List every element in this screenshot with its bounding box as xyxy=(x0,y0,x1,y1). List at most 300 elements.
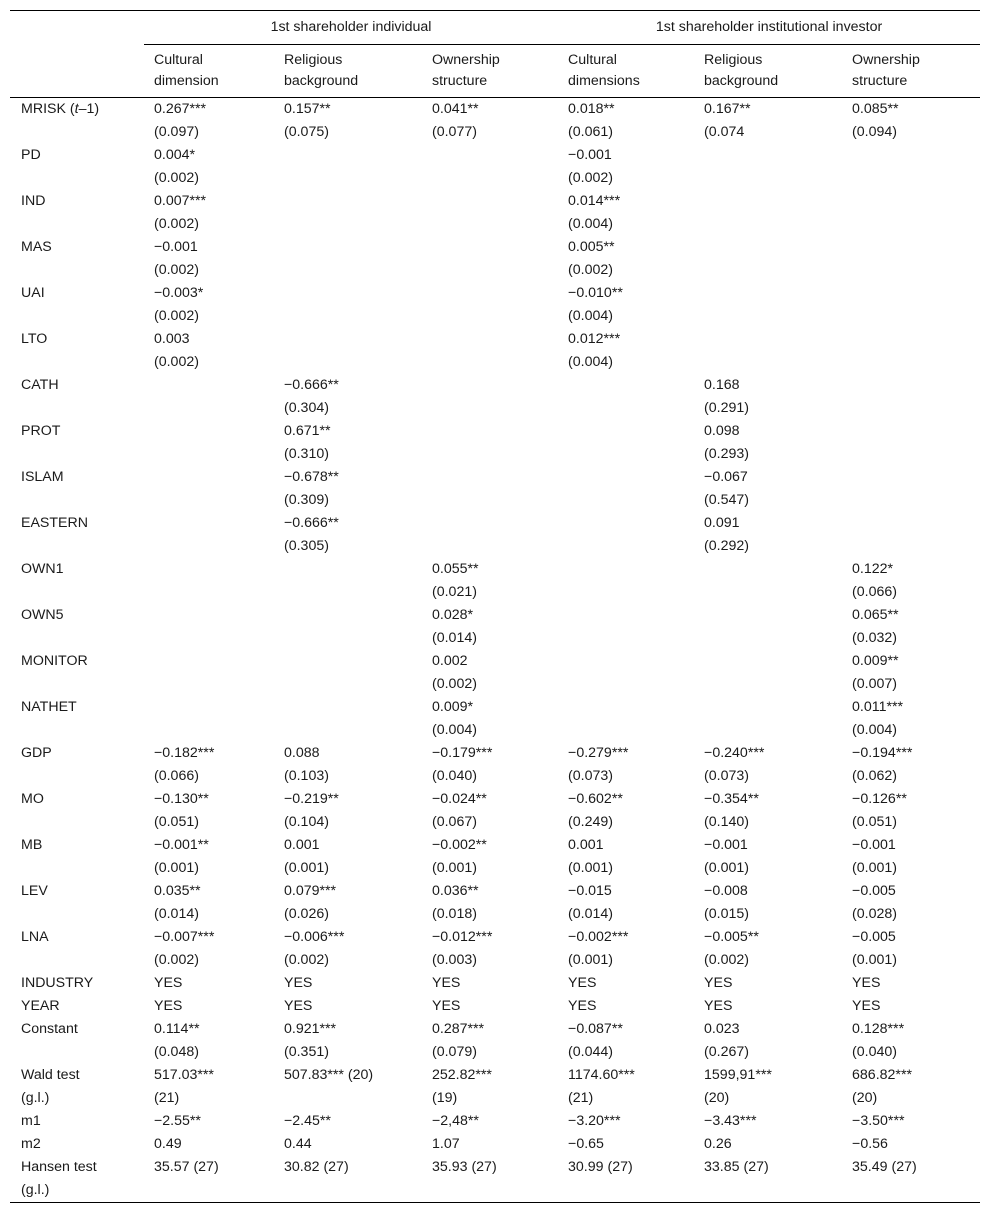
coef-cell: −0.666** xyxy=(284,377,339,393)
se-cell xyxy=(842,535,980,558)
se-cell: (0.002) xyxy=(568,170,613,186)
se-cell xyxy=(422,305,558,328)
group-header-institutional: 1st shareholder institutional investor xyxy=(558,11,980,45)
coef-cell xyxy=(144,558,274,581)
se-row xyxy=(10,351,980,374)
coef-cell xyxy=(558,512,694,535)
hansen-cell: 30.82 (27) xyxy=(274,1156,422,1203)
row-label: YEAR xyxy=(21,998,60,1014)
coef-cell xyxy=(144,650,274,673)
coef-cell: −0.007*** xyxy=(154,929,215,945)
coef-cell: 0.114** xyxy=(154,1021,200,1037)
row-label-blank xyxy=(10,949,144,972)
coef-cell: 0.003 xyxy=(154,331,190,347)
coef-cell: 0.035** xyxy=(154,883,201,899)
stat-cell: 1.07 xyxy=(432,1136,460,1152)
coef-cell xyxy=(842,512,980,535)
group-header-row xyxy=(10,11,980,45)
column-header-line: structure xyxy=(852,73,908,89)
row-label-blank xyxy=(10,489,144,512)
stat-cell: 0.26 xyxy=(704,1136,732,1152)
se-cell: (0.018) xyxy=(432,906,477,922)
coef-cell: −0.130** xyxy=(154,791,209,807)
coef-cell xyxy=(694,236,842,259)
se-cell xyxy=(558,443,694,466)
se-cell xyxy=(694,213,842,236)
wald-cell-line: (20) xyxy=(704,1090,730,1106)
se-cell: (0.291) xyxy=(704,400,749,416)
se-cell xyxy=(422,259,558,282)
se-cell xyxy=(274,673,422,696)
coef-cell xyxy=(842,282,980,305)
se-cell: (0.040) xyxy=(852,1044,897,1060)
se-cell xyxy=(422,351,558,374)
se-cell: (0.103) xyxy=(284,768,329,784)
stat-cell: −2.55** xyxy=(154,1113,201,1129)
coef-row xyxy=(10,328,980,351)
coef-cell: 0.014*** xyxy=(568,193,621,209)
se-cell: (0.002) xyxy=(432,676,477,692)
column-header-line: Ownership xyxy=(432,52,500,68)
se-cell xyxy=(144,673,274,696)
coef-cell: −0.005 xyxy=(852,883,896,899)
coef-cell: −0.087** xyxy=(568,1021,623,1037)
row-label xyxy=(10,1064,144,1110)
wald-row xyxy=(10,1064,980,1110)
wald-cell-line: (21) xyxy=(568,1090,594,1106)
coef-row xyxy=(10,466,980,489)
se-cell: (0.062) xyxy=(852,768,897,784)
se-cell xyxy=(694,305,842,328)
coef-cell xyxy=(558,650,694,673)
se-cell: (0.014) xyxy=(154,906,199,922)
column-header xyxy=(274,45,422,98)
coef-cell xyxy=(842,236,980,259)
row-label-blank xyxy=(10,627,144,650)
se-cell: (0.001) xyxy=(852,860,897,876)
group-header-individual: 1st shareholder individual xyxy=(144,11,558,45)
se-cell: (0.026) xyxy=(284,906,329,922)
se-row xyxy=(10,259,980,282)
coef-cell xyxy=(274,144,422,167)
se-cell xyxy=(558,581,694,604)
column-header-line: Cultural xyxy=(154,52,203,68)
stat-cell: 0.44 xyxy=(284,1136,312,1152)
se-cell: (0.066) xyxy=(154,768,199,784)
se-row xyxy=(10,627,980,650)
coef-cell xyxy=(144,696,274,719)
row-label-blank xyxy=(10,857,144,880)
wald-cell-line: 686.82*** xyxy=(852,1067,912,1083)
se-cell: (0.001) xyxy=(568,860,613,876)
se-cell xyxy=(558,489,694,512)
se-cell: (0.002) xyxy=(154,170,199,186)
wald-cell-line: 1174.60*** xyxy=(568,1067,635,1083)
coef-cell: −0.001 xyxy=(704,837,748,853)
coef-cell: 0.011*** xyxy=(852,699,904,715)
coef-cell xyxy=(422,466,558,489)
row-label-italic: t xyxy=(74,101,79,117)
coef-cell: 0.167** xyxy=(704,101,751,117)
row-label-blank xyxy=(10,213,144,236)
column-header xyxy=(558,45,694,98)
wald-cell-line: 252.82*** xyxy=(432,1067,492,1083)
coef-cell xyxy=(422,282,558,305)
stat-cell: −3.43*** xyxy=(704,1113,757,1129)
coef-cell xyxy=(274,190,422,213)
stat-row xyxy=(10,1133,980,1156)
coef-cell xyxy=(422,374,558,397)
coef-cell: −0.012*** xyxy=(432,929,493,945)
coef-cell xyxy=(144,374,274,397)
column-header-line: structure xyxy=(432,73,488,89)
row-label: NATHET xyxy=(21,699,77,715)
se-cell: (0.002) xyxy=(704,952,749,968)
coef-cell: 0.098 xyxy=(704,423,740,439)
coef-cell: 0.287*** xyxy=(432,1021,485,1037)
coef-cell: −0.010** xyxy=(568,285,623,301)
hansen-cell: 30.99 (27) xyxy=(558,1156,694,1203)
wald-cell xyxy=(274,1064,422,1110)
se-cell: (0.309) xyxy=(284,492,329,508)
se-cell: (0.002) xyxy=(154,952,199,968)
row-label: m1 xyxy=(21,1113,41,1129)
coef-cell: −0.126** xyxy=(852,791,907,807)
coef-row xyxy=(10,742,980,765)
coef-cell: −0.240*** xyxy=(704,745,765,761)
column-header xyxy=(144,45,274,98)
coef-cell: −0.005 xyxy=(852,929,896,945)
se-cell xyxy=(144,627,274,650)
se-cell: (0.075) xyxy=(284,124,329,140)
se-cell: (0.293) xyxy=(704,446,749,462)
stat-row xyxy=(10,1110,980,1133)
se-cell xyxy=(558,627,694,650)
column-header-line: Ownership xyxy=(852,52,920,68)
se-row xyxy=(10,857,980,880)
se-cell: (0.004) xyxy=(568,216,613,232)
hansen-cell: 35.57 (27) xyxy=(144,1156,274,1203)
wald-cell-line xyxy=(284,1087,422,1110)
se-row xyxy=(10,581,980,604)
column-header-line: dimension xyxy=(154,73,219,89)
coef-cell: 0.157** xyxy=(284,101,331,117)
row-label-line: (g.l.) xyxy=(21,1090,50,1106)
se-cell: (0.002) xyxy=(154,216,199,232)
row-label-line: Wald test xyxy=(21,1067,80,1083)
se-cell xyxy=(694,719,842,742)
column-header-line: background xyxy=(704,73,779,89)
coef-cell xyxy=(558,604,694,627)
coef-cell: −0.067 xyxy=(704,469,748,485)
se-cell: (0.001) xyxy=(568,952,613,968)
coef-cell: 0.001 xyxy=(568,837,604,853)
coef-cell xyxy=(842,420,980,443)
coef-cell xyxy=(842,374,980,397)
hansen-cell: 33.85 (27) xyxy=(694,1156,842,1203)
se-cell: (0.547) xyxy=(704,492,749,508)
coef-cell xyxy=(694,696,842,719)
coef-cell xyxy=(558,466,694,489)
se-cell: (0.001) xyxy=(432,860,477,876)
se-cell xyxy=(422,443,558,466)
row-label: LTO xyxy=(21,331,48,347)
coef-cell xyxy=(558,696,694,719)
coef-cell: −0.005** xyxy=(704,929,759,945)
coef-cell: 0.028* xyxy=(432,607,474,623)
coef-cell xyxy=(274,558,422,581)
column-header xyxy=(694,45,842,98)
se-row xyxy=(10,443,980,466)
se-cell xyxy=(144,489,274,512)
se-cell: (0.048) xyxy=(154,1044,199,1060)
se-cell: (0.002) xyxy=(284,952,329,968)
se-cell: (0.021) xyxy=(432,584,477,600)
wald-cell-line: (19) xyxy=(432,1090,458,1106)
se-row xyxy=(10,1041,980,1064)
se-cell: (0.351) xyxy=(284,1044,329,1060)
column-header xyxy=(842,45,980,98)
se-cell: (0.001) xyxy=(154,860,199,876)
coef-cell: 0.002 xyxy=(432,653,468,669)
se-row xyxy=(10,949,980,972)
coef-cell xyxy=(422,190,558,213)
coef-cell: −0.602** xyxy=(568,791,623,807)
row-label: UAI xyxy=(21,285,45,301)
se-cell: (0.002) xyxy=(154,354,199,370)
row-label-blank xyxy=(10,1041,144,1064)
row-label-blank xyxy=(10,121,144,144)
flag-cell: YES xyxy=(284,975,313,991)
coef-cell: −0.002*** xyxy=(568,929,629,945)
se-cell xyxy=(144,443,274,466)
coef-cell: −0.219** xyxy=(284,791,339,807)
coef-cell: −0.666** xyxy=(284,515,339,531)
coef-row xyxy=(10,696,980,719)
coef-cell: 0.004* xyxy=(154,147,196,163)
se-cell: (0.061) xyxy=(568,124,613,140)
se-cell: (0.051) xyxy=(154,814,199,830)
coef-cell: 0.018** xyxy=(568,101,615,117)
coef-cell: 0.009* xyxy=(432,699,474,715)
flag-cell: YES xyxy=(154,998,183,1014)
row-label-blank xyxy=(10,167,144,190)
coef-cell xyxy=(274,650,422,673)
coef-cell: 0.001 xyxy=(284,837,320,853)
coef-cell xyxy=(144,512,274,535)
regression-table xyxy=(10,10,980,1203)
se-row xyxy=(10,535,980,558)
se-cell xyxy=(144,719,274,742)
coef-row xyxy=(10,788,980,811)
se-cell xyxy=(144,397,274,420)
coef-cell: −0.015 xyxy=(568,883,612,899)
row-label: IND xyxy=(21,193,46,209)
se-cell xyxy=(842,489,980,512)
column-header-line: dimensions xyxy=(568,73,640,89)
coef-cell: 0.023 xyxy=(704,1021,740,1037)
row-label-blank xyxy=(10,811,144,834)
se-cell: (0.249) xyxy=(568,814,613,830)
se-cell xyxy=(694,673,842,696)
wald-cell xyxy=(144,1064,274,1110)
coef-cell xyxy=(274,604,422,627)
se-cell: (0.094) xyxy=(852,124,897,140)
se-row xyxy=(10,489,980,512)
coef-cell xyxy=(842,466,980,489)
hansen-cell: 35.49 (27) xyxy=(842,1156,980,1203)
flag-row xyxy=(10,972,980,995)
coef-row xyxy=(10,190,980,213)
coef-cell: 0.009** xyxy=(852,653,899,669)
se-cell xyxy=(144,581,274,604)
coef-cell: 0.267*** xyxy=(154,101,207,117)
se-cell: (0.077) xyxy=(432,124,477,140)
coef-cell xyxy=(694,650,842,673)
coef-row xyxy=(10,98,980,122)
wald-cell-line: 517.03*** xyxy=(154,1067,214,1083)
wald-cell-line: 507.83*** (20) xyxy=(284,1067,374,1083)
wald-cell xyxy=(694,1064,842,1110)
coef-row xyxy=(10,1018,980,1041)
wald-cell xyxy=(842,1064,980,1110)
se-cell: (0.079) xyxy=(432,1044,477,1060)
flag-row xyxy=(10,995,980,1018)
row-label: PROT xyxy=(21,423,61,439)
se-cell xyxy=(842,397,980,420)
se-cell xyxy=(274,351,422,374)
coef-cell: 0.091 xyxy=(704,515,740,531)
wald-cell xyxy=(422,1064,558,1110)
se-row xyxy=(10,765,980,788)
se-cell: (0.140) xyxy=(704,814,749,830)
coef-row xyxy=(10,926,980,949)
coef-cell xyxy=(274,236,422,259)
se-cell: (0.004) xyxy=(568,354,613,370)
row-label: OWN1 xyxy=(21,561,64,577)
flag-cell: YES xyxy=(568,975,597,991)
se-row xyxy=(10,397,980,420)
coef-cell: −0.001 xyxy=(568,147,612,163)
coef-cell xyxy=(422,144,558,167)
se-row xyxy=(10,719,980,742)
se-cell: (0.014) xyxy=(568,906,613,922)
se-cell xyxy=(422,213,558,236)
stat-cell: −3.20*** xyxy=(568,1113,621,1129)
se-cell xyxy=(694,167,842,190)
se-cell: (0.067) xyxy=(432,814,477,830)
row-label: MONITOR xyxy=(21,653,88,669)
coef-cell xyxy=(422,328,558,351)
se-cell xyxy=(842,351,980,374)
se-cell xyxy=(842,213,980,236)
row-label: LNA xyxy=(21,929,49,945)
se-cell: (0.104) xyxy=(284,814,329,830)
coef-cell: 0.085** xyxy=(852,101,899,117)
row-label: m2 xyxy=(21,1136,41,1152)
flag-cell: YES xyxy=(432,998,461,1014)
coef-cell: −0.179*** xyxy=(432,745,493,761)
se-cell: (0.032) xyxy=(852,630,897,646)
coef-cell: 0.921*** xyxy=(284,1021,337,1037)
column-header xyxy=(422,45,558,98)
se-cell: (0.305) xyxy=(284,538,329,554)
coef-cell: 0.122* xyxy=(852,561,894,577)
column-header-line: background xyxy=(284,73,359,89)
se-cell: (0.066) xyxy=(852,584,897,600)
se-cell: (0.310) xyxy=(284,446,329,462)
coef-cell xyxy=(842,144,980,167)
coef-cell: −0.003* xyxy=(154,285,204,301)
se-cell xyxy=(842,167,980,190)
se-row xyxy=(10,213,980,236)
coef-cell: 0.079*** xyxy=(284,883,337,899)
coef-cell: 0.065** xyxy=(852,607,899,623)
coef-cell: −0.001 xyxy=(852,837,896,853)
coef-cell: 0.005** xyxy=(568,239,615,255)
se-cell: (0.074 xyxy=(704,124,745,140)
coef-cell: −0.182*** xyxy=(154,745,215,761)
se-cell: (0.051) xyxy=(852,814,897,830)
coef-cell: −0.678** xyxy=(284,469,339,485)
row-label: OWN5 xyxy=(21,607,64,623)
se-cell xyxy=(694,351,842,374)
se-cell xyxy=(842,305,980,328)
row-label-blank xyxy=(10,351,144,374)
se-cell: (0.292) xyxy=(704,538,749,554)
wald-cell-line: 1599,91*** xyxy=(704,1067,772,1083)
se-cell: (0.001) xyxy=(284,860,329,876)
row-label: LEV xyxy=(21,883,48,899)
stat-cell: −3.50*** xyxy=(852,1113,905,1129)
coef-cell xyxy=(694,558,842,581)
row-label: EASTERN xyxy=(21,515,89,531)
se-cell xyxy=(274,213,422,236)
row-label: ISLAM xyxy=(21,469,64,485)
flag-cell: YES xyxy=(432,975,461,991)
se-cell: (0.304) xyxy=(284,400,329,416)
coef-row xyxy=(10,282,980,305)
coef-cell: 0.041** xyxy=(432,101,479,117)
row-label xyxy=(10,1156,144,1203)
se-cell xyxy=(694,259,842,282)
row-label-blank xyxy=(10,673,144,696)
column-header-line: Religious xyxy=(704,52,763,68)
row-label-blank xyxy=(10,535,144,558)
flag-cell: YES xyxy=(852,975,881,991)
coef-row xyxy=(10,144,980,167)
row-label-blank xyxy=(10,259,144,282)
flag-cell: YES xyxy=(704,975,733,991)
coef-cell: −0.024** xyxy=(432,791,487,807)
se-cell: (0.044) xyxy=(568,1044,613,1060)
coef-cell xyxy=(558,558,694,581)
coef-cell xyxy=(274,328,422,351)
coef-cell: 0.055** xyxy=(432,561,479,577)
coef-cell: 0.007*** xyxy=(154,193,207,209)
row-label: PD xyxy=(21,147,41,163)
se-row xyxy=(10,811,980,834)
column-header-line: Religious xyxy=(284,52,343,68)
wald-cell xyxy=(558,1064,694,1110)
header-corner xyxy=(10,11,144,45)
coef-row xyxy=(10,650,980,673)
wald-cell-line: (20) xyxy=(852,1090,878,1106)
coef-cell: −0.006*** xyxy=(284,929,345,945)
hansen-row xyxy=(10,1156,980,1203)
coef-cell xyxy=(422,236,558,259)
flag-cell: YES xyxy=(568,998,597,1014)
